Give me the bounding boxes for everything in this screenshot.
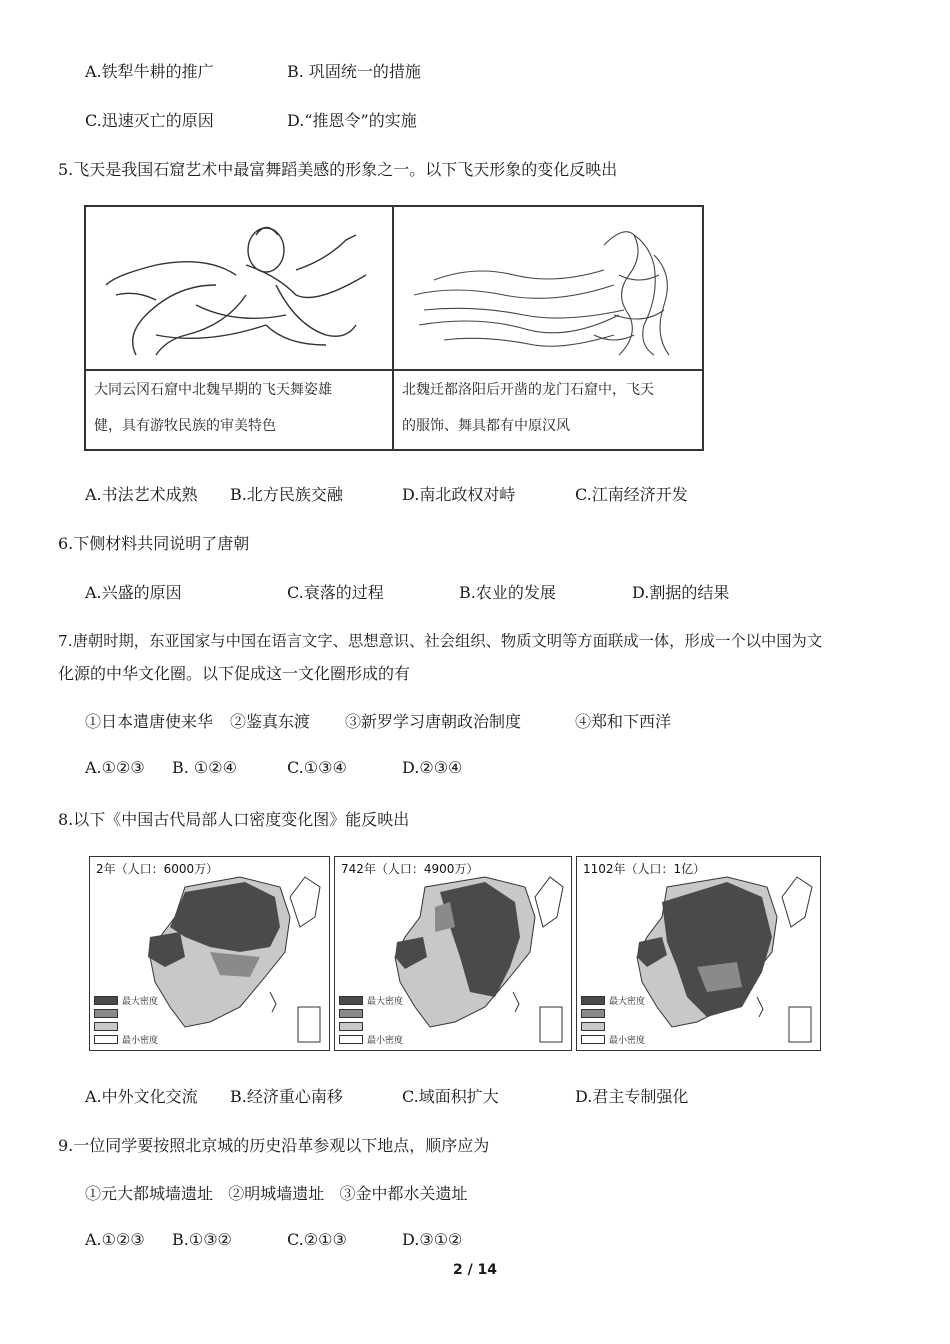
q7-item-1: ①日本遣唐使来华 — [85, 712, 214, 731]
q8-stem: 8.以下《中国古代局部人口密度变化图》能反映出 — [58, 810, 410, 829]
page-number: 2 / 14 — [452, 1262, 498, 1278]
map-2ad-title: 2年（人口：6000万） — [96, 862, 219, 876]
map-1102ad-title: 1102年（人口：1亿） — [583, 862, 706, 876]
caption-right-line2: 的服饰、舞具都有中原汉风 — [402, 418, 570, 434]
q6-option-c: B.农业的发展 — [459, 583, 556, 602]
q8-option-a: A.中外文化交流 — [85, 1087, 198, 1106]
q9-stem: 9.一位同学要按照北京城的历史沿革参观以下地点，顺序应为 — [58, 1136, 490, 1155]
q5-stem: 5.飞天是我国石窟艺术中最富舞蹈美感的形象之一。以下飞天形象的变化反映出 — [58, 160, 618, 179]
map-742ad-legend — [339, 994, 403, 1046]
q5-option-b: B.北方民族交融 — [230, 485, 343, 504]
q4-option-d: D.“推恩令”的实施 — [287, 111, 417, 130]
legend-max-label: 最大密度 — [367, 997, 404, 1007]
q8-option-c: C.域面积扩大 — [402, 1087, 499, 1106]
map-2ad-legend — [94, 994, 158, 1046]
legend-max-label: 最大密度 — [609, 997, 646, 1007]
q5-option-c: D.南北政权对峙 — [402, 485, 516, 504]
legend-min-label: 最小密度 — [367, 1036, 404, 1046]
q7-option-b: B. ①②④ — [172, 758, 237, 777]
q6-option-b: C.衰落的过程 — [287, 583, 384, 602]
q8-option-b: B.经济重心南移 — [230, 1087, 343, 1106]
q7-stem-line1: 7.唐朝时期，东亚国家与中国在语言文字、思想意识、社会组织、物质文明等方面联成一体，形成一个以中国为文 — [58, 632, 823, 650]
figure-caption-rule — [86, 369, 702, 371]
q5-option-d: C.江南经济开发 — [575, 485, 688, 504]
q9-option-c: C.②①③ — [287, 1230, 347, 1249]
legend-max-label: 最大密度 — [122, 997, 159, 1007]
feitian-yungang-image — [96, 215, 386, 365]
legend-min-label: 最小密度 — [609, 1036, 646, 1046]
map-1102ad-legend — [581, 994, 645, 1046]
map-742ad — [334, 856, 572, 1051]
map-2ad — [89, 856, 330, 1051]
q7-option-a: A.①②③ — [85, 758, 145, 777]
q7-item-3: ③新罗学习唐朝政治制度 — [345, 712, 522, 731]
q9-option-b: B.①③② — [172, 1230, 232, 1249]
q9-option-a: A.①②③ — [85, 1230, 145, 1249]
q6-option-d: D.割据的结果 — [632, 583, 730, 602]
q7-option-d: D.②③④ — [402, 758, 463, 777]
caption-left-line1: 大同云冈石窟中北魏早期的飞天舞姿雄 — [94, 382, 332, 398]
caption-right-line1: 北魏迁都洛阳后开凿的龙门石窟中，飞天 — [402, 382, 654, 398]
q4-option-b: B. 巩固统一的措施 — [287, 62, 421, 81]
q6-stem: 6.下侧材料共同说明了唐朝 — [58, 534, 250, 553]
q9-option-d: D.③①② — [402, 1230, 463, 1249]
q7-stem-line2: 化源的中华文化圈。以下促成这一文化圈形成的有 — [58, 664, 411, 683]
q4-option-a: A.铁犁牛耕的推广 — [85, 62, 214, 81]
q8-option-d: D.君主专制强化 — [575, 1087, 689, 1106]
q5-option-a: A.书法艺术成熟 — [85, 485, 198, 504]
feitian-longmen-image — [404, 215, 696, 365]
q7-item-2: ②鉴真东渡 — [230, 712, 311, 731]
q5-figure — [84, 205, 704, 451]
figure-divider — [392, 207, 394, 449]
q4-option-c: C.迅速灭亡的原因 — [85, 111, 214, 130]
legend-min-label: 最小密度 — [122, 1036, 159, 1046]
q7-option-c: C.①③④ — [287, 758, 347, 777]
map-742ad-title: 742年（人口：4900万） — [341, 862, 479, 876]
q7-item-4: ④郑和下西洋 — [575, 712, 672, 731]
q9-items: ①元大都城墙遗址 ②明城墙遗址 ③金中都水关遗址 — [85, 1184, 468, 1203]
q6-option-a: A.兴盛的原因 — [85, 583, 182, 602]
caption-left-line2: 健，具有游牧民族的审美特色 — [94, 418, 276, 434]
map-1102ad — [576, 856, 821, 1051]
